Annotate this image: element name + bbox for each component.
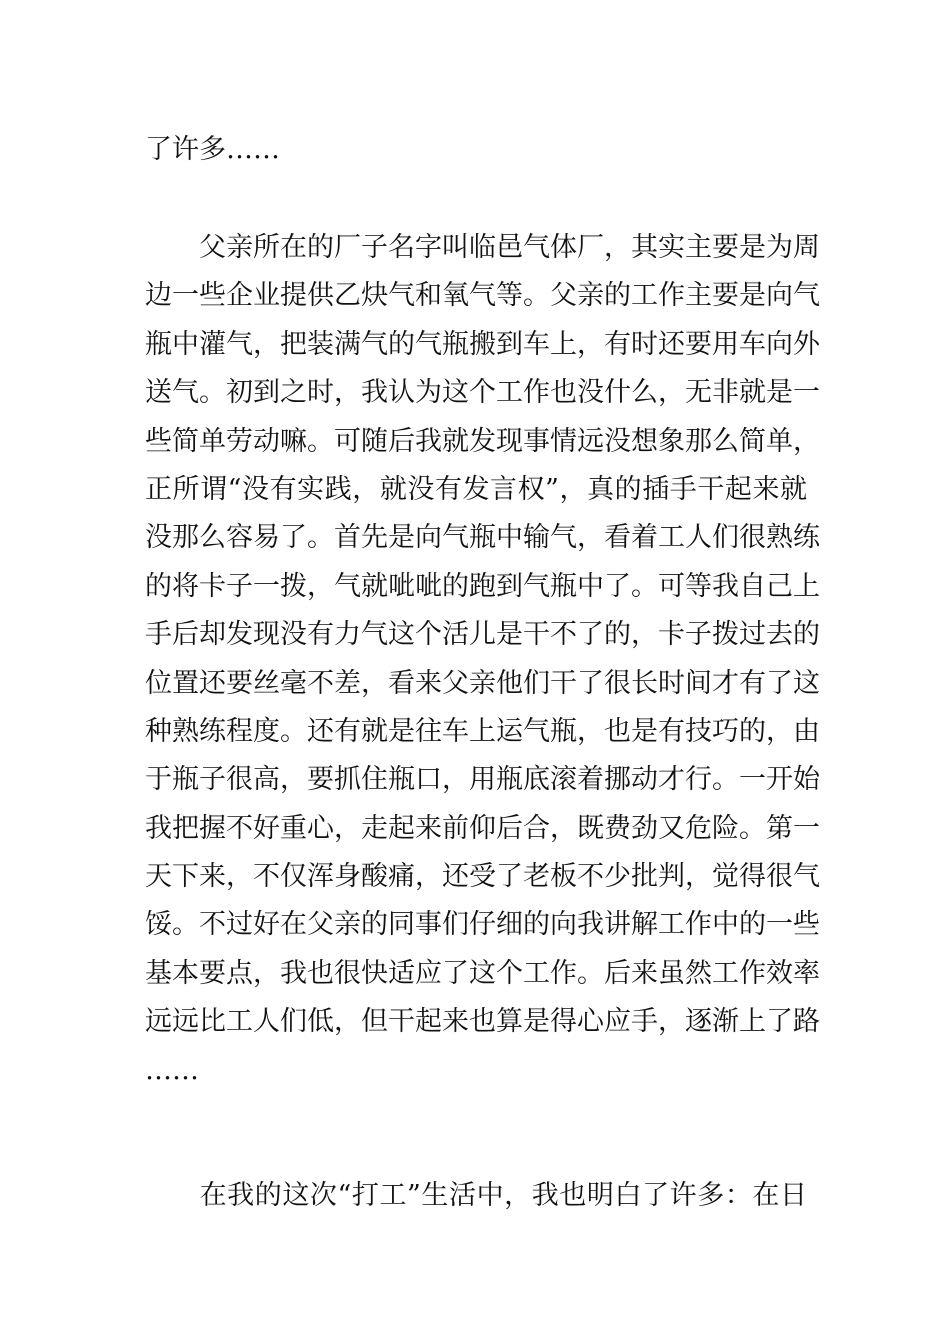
paragraph-line-text: 父亲所在的厂子名字叫临邑气体厂，其实主要是为周	[199, 232, 820, 263]
paragraph-line: 种熟练程度。还有就是往车上运气瓶，也是有技巧的，由	[145, 715, 820, 747]
paragraph-line: 于瓶子很高，要抓住瓶口，用瓶底滚着挪动才行。一开始	[145, 764, 820, 796]
paragraph-line: 送气。初到之时，我认为这个工作也没什么，无非就是一	[145, 377, 820, 409]
paragraph-line: ……	[145, 1054, 199, 1086]
paragraph-line: 馁。不过好在父亲的同事们仔细的向我讲解工作中的一些	[145, 909, 820, 941]
paragraph-line: 位置还要丝毫不差，看来父亲他们干了很长时间才有了这	[145, 667, 820, 699]
paragraph-line: 了许多……	[145, 134, 280, 165]
paragraph-line: 边一些企业提供乙炔气和氧气等。父亲的工作主要是向气	[145, 280, 820, 312]
paragraph-line-first	[145, 1172, 807, 1220]
paragraph-line: 手后却发现没有力气这个活儿是干不了的，卡子拨过去的	[145, 619, 820, 651]
paragraph-line: 我把握不好重心，走起来前仰后合，既费劲又危险。第一	[145, 812, 820, 844]
paragraph-line: 天下来，不仅浑身酸痛，还受了老板不少批判，觉得很气	[145, 861, 820, 893]
paragraph-line: 远远比工人们低，但干起来也算是得心应手，逐渐上了路	[145, 1006, 820, 1038]
paragraph-line: 基本要点，我也很快适应了这个工作。后来虽然工作效率	[145, 957, 820, 989]
paragraph-lessons-learned	[145, 1172, 807, 1220]
paragraph-father-factory	[145, 224, 820, 1095]
paragraph-line: 正所谓“没有实践，就没有发言权”，真的插手干起来就	[145, 473, 807, 505]
paragraph-line: 瓶中灌气，把装满气的气瓶搬到车上，有时还要用车向外	[145, 328, 820, 360]
paragraph-line: 些简单劳动嘛。可随后我就发现事情远没想象那么简单，	[145, 425, 820, 457]
paragraph-line-first	[145, 224, 820, 272]
paragraph-line: 的将卡子一拨，气就呲呲的跑到气瓶中了。可等我自己上	[145, 570, 820, 602]
paragraph-line: 没那么容易了。首先是向气瓶中输气，看着工人们很熟练	[145, 522, 820, 554]
paragraph-line-text: 在我的这次“打工”生活中，我也明白了许多：在日	[199, 1180, 807, 1211]
paragraph-continuation	[145, 126, 807, 174]
